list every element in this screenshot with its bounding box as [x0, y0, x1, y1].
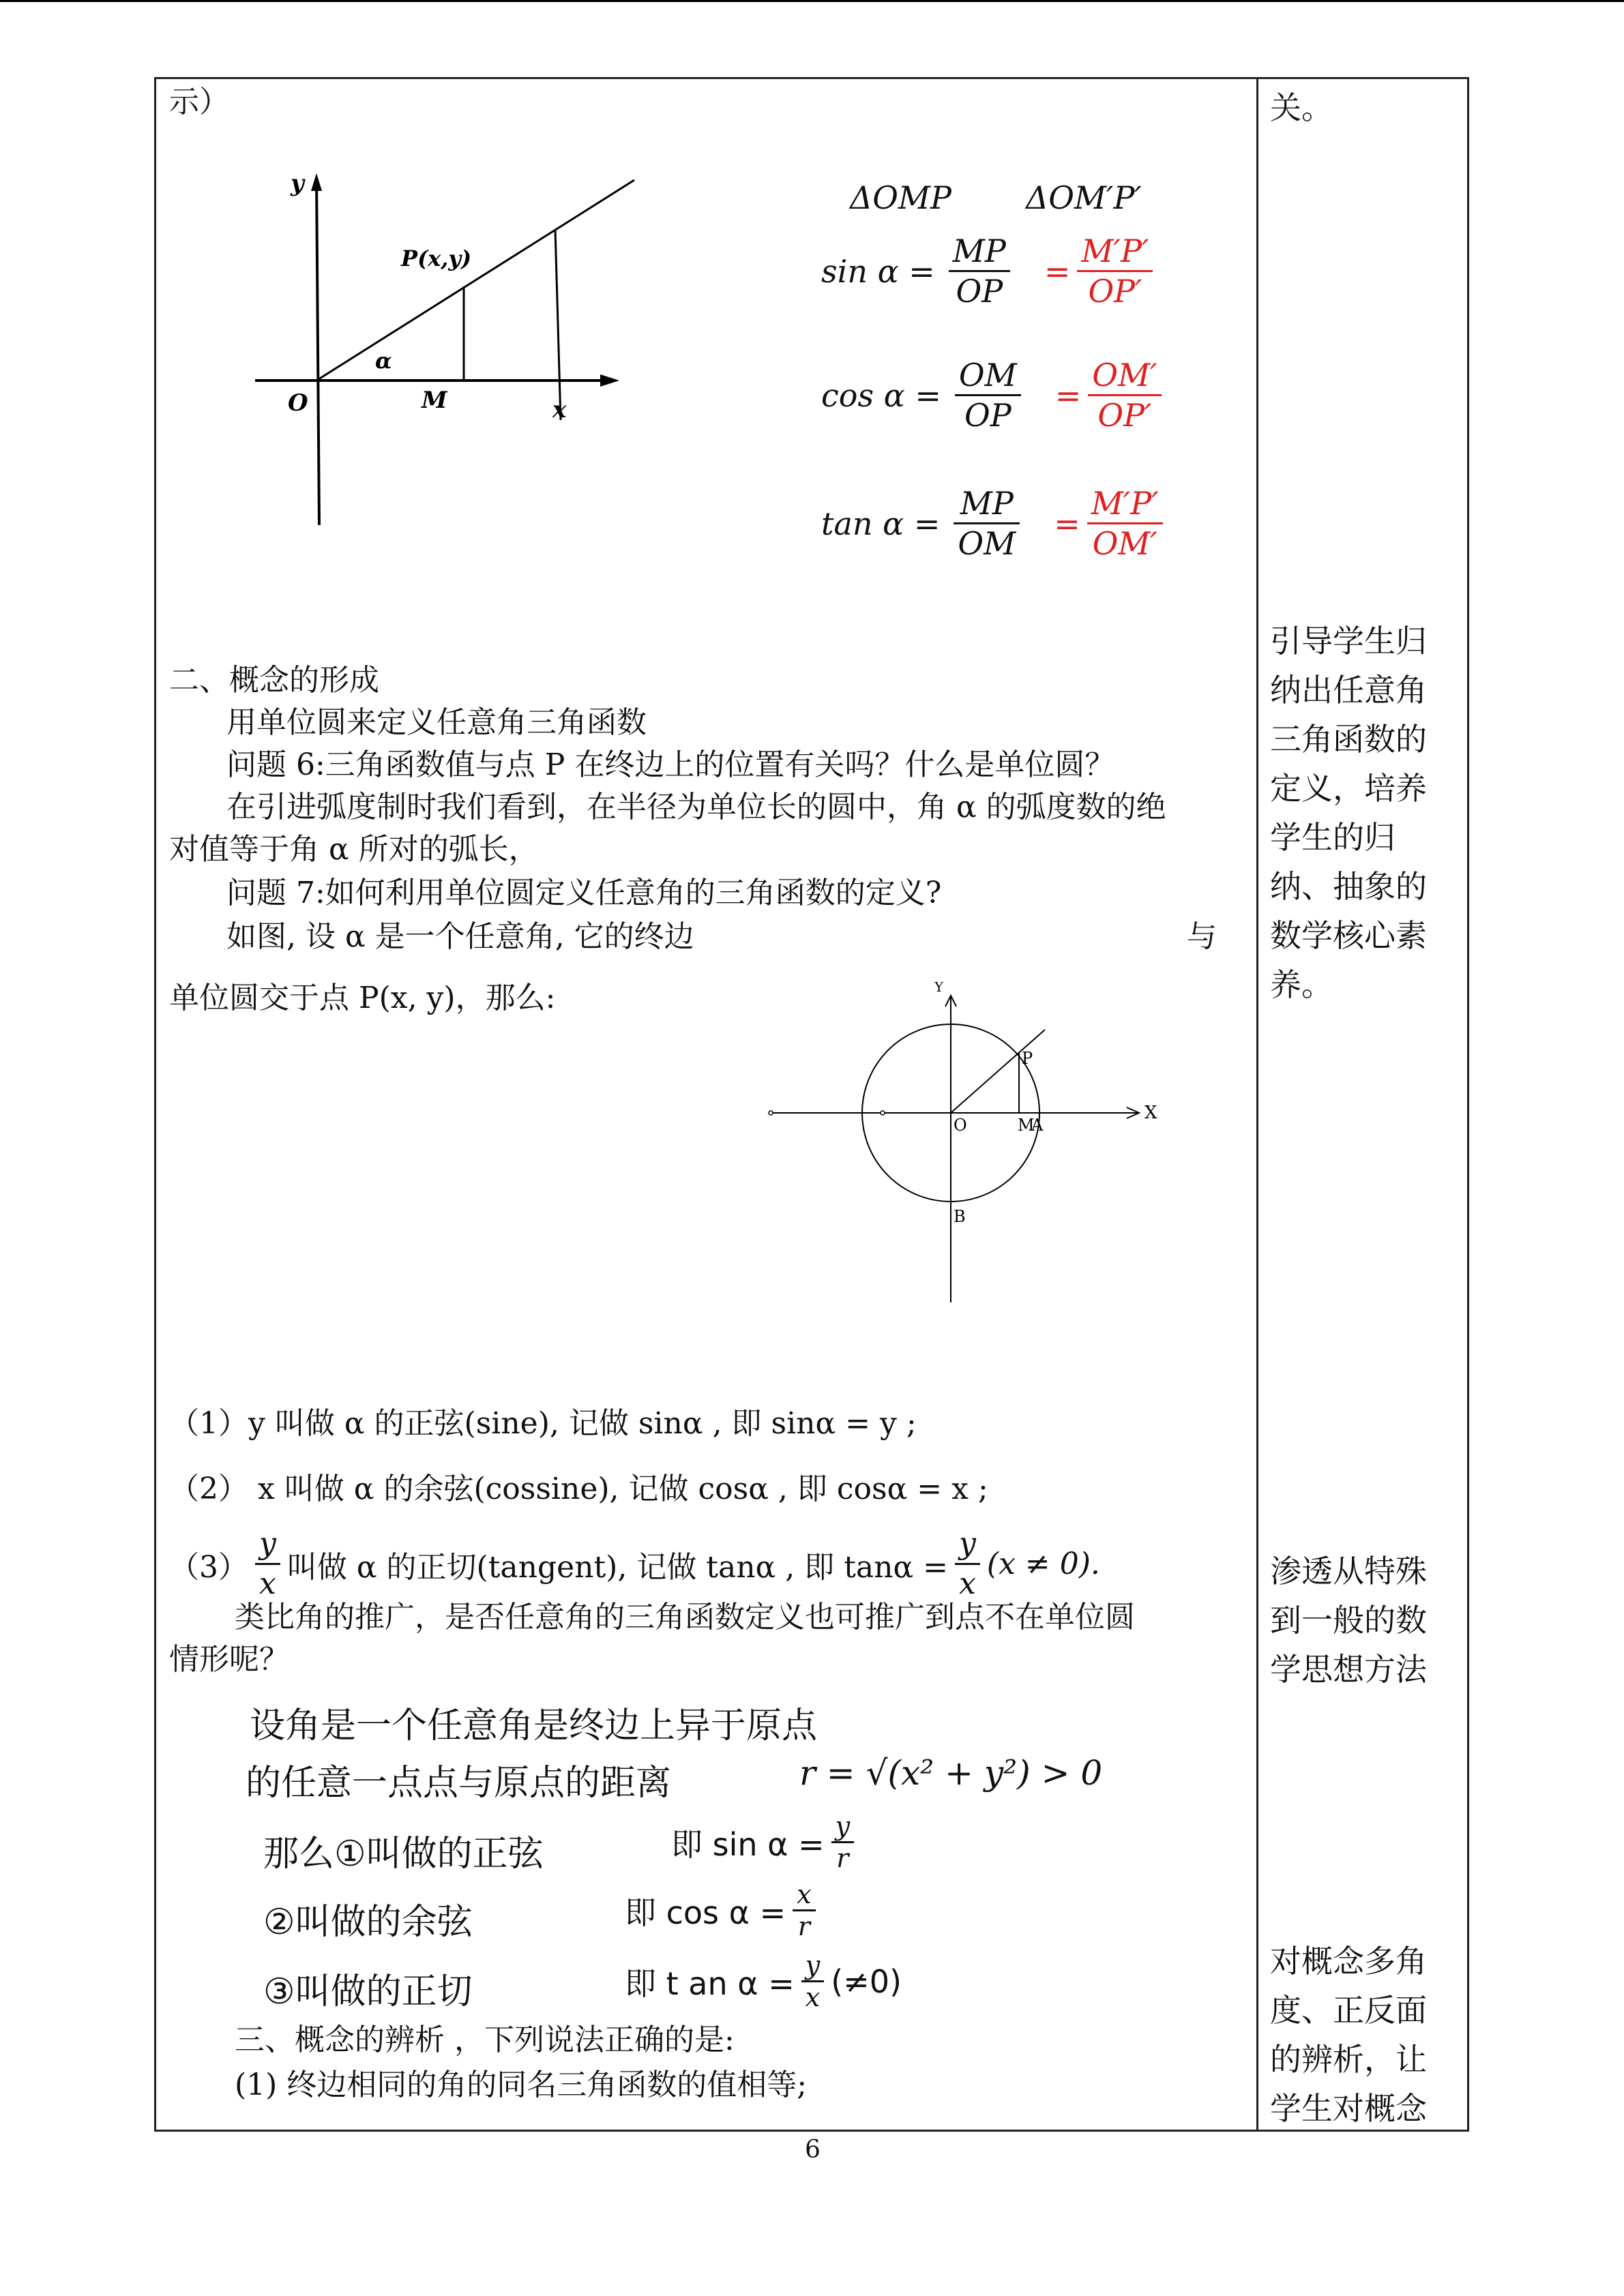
figure1-y-label: y [291, 170, 304, 197]
ratio-tan-den: OM [958, 525, 1016, 562]
figure1-x-label: x [552, 396, 567, 423]
triangle-omp-prime: ΔOM′P′ [1026, 179, 1142, 216]
section-2-title: 二、概念的形成 [169, 663, 379, 698]
r-formula: r = √(x² + y²) > 0 [799, 1753, 1103, 1793]
general-sine-formula: 即 sin α = $\frac{y}{r}$ [671, 1811, 861, 1873]
ratio-tan: tan α = $\frac{MP}{OM}$ = $\frac{M'P'}{OM'}$ [821, 484, 1170, 563]
question-6: 问题 6:三角函数值与点 P 在终边上的位置有关吗？什么是单位圆？ [226, 747, 1115, 782]
side-note-1: 关。 [1270, 89, 1333, 126]
unit-circle-terminal-side [951, 1030, 1045, 1113]
analogy-line-2: 情形呢？ [169, 1642, 289, 1677]
definition-tangent: （3） $\frac{y}{x}$ 叫做 α 的正切(tangent), 记做 tanα , 即 tanα = $\frac{y}{x}$ (x ≠ 0). [169, 1525, 1100, 1603]
ratio-sin-num: MP [949, 232, 1010, 272]
side-note-3: 渗透从特殊到一般的数学思想方法 [1270, 1553, 1427, 1688]
ratio-cos-num2: OM′ [1088, 356, 1161, 396]
terminal-side [316, 180, 634, 381]
ratio-cos: cos α = $\frac{OM}{OP}$ = $\frac{OM'}{OP'}$ [821, 356, 1168, 434]
figure-paragraph-1: 如图, 设 α 是一个任意角, 它的终边 [226, 919, 694, 954]
def3-x2: x [959, 1566, 976, 1601]
unit-circle-figure [764, 982, 1173, 1309]
ratio-cos-den2: OP′ [1097, 397, 1152, 434]
radian-paragraph-2: 对值等于角 α 所对的弧长， [169, 832, 539, 867]
figure2-a-label: A [1031, 1116, 1044, 1135]
general-def-cosine: ②叫做的余弦 [263, 1902, 473, 1943]
figure2-x-label: X [1145, 1103, 1157, 1123]
x-axis-arrow [600, 374, 619, 387]
ratio-sin-fn: sin α = [821, 252, 935, 290]
figure2-p-label: P [1022, 1049, 1033, 1068]
ratio-sin-den2: OP′ [1088, 273, 1142, 310]
continued-text: 示） [169, 85, 229, 119]
ratio-tan-fn: tan α = [821, 505, 941, 542]
y-axis-arrow [311, 173, 322, 191]
side-note-4: 对概念多角度、正反面的辨析，让学生对概念 [1270, 1943, 1427, 2127]
ratio-tan-den2: OM′ [1092, 525, 1157, 562]
ratio-sin-num2: M′P′ [1077, 232, 1153, 272]
definition-cosine: （2） x 叫做 α 的余弦(cossine), 记做 cosα , 即 cosα = x ; [169, 1472, 988, 1506]
definition-sine: （1）y 叫做 α 的正弦(sine), 记做 sinα , 即 sinα = y ; [169, 1406, 917, 1441]
triangle-figure [246, 164, 641, 532]
figure2-m-label: M [1018, 1116, 1035, 1135]
ratio-sin-den: OP [956, 273, 1003, 310]
ratio-cos-den: OP [964, 397, 1012, 434]
ratio-cos-fn: cos α = [821, 376, 941, 414]
general-tangent-formula: 即 t an α = $\frac{y}{x}$ (≠0) [625, 1950, 902, 2012]
ratio-cos-num: OM [955, 356, 1021, 396]
general-def-line-1: 设角是一个任意角是终边上异于原点 [250, 1705, 818, 1746]
figure2-b-label: B [954, 1207, 966, 1226]
general-def-tangent: ③叫做的正切 [263, 1971, 473, 2012]
ratio-sin: sin α = $\frac{MP}{OP}$ = $\frac{M'P'}{OP'}$ [821, 232, 1160, 310]
figure1-alpha-label: α [375, 348, 392, 374]
general-cosine-formula: 即 cos α = $\frac{x}{r}$ [625, 1879, 823, 1941]
question-7: 问题 7:如何利用单位圆定义任意角的三角函数的定义? [226, 876, 942, 910]
general-def-sine: 那么①叫做的正弦 [263, 1834, 544, 1875]
figure-paragraph-1-tail: 与 [1187, 919, 1217, 954]
general-def-line-2: 的任意一点点与原点的距离 [246, 1763, 672, 1804]
segment-mp-prime [555, 229, 561, 420]
figure-paragraph-2: 单位圆交于点 P(x, y)，那么: [169, 981, 556, 1015]
column-divider [1256, 77, 1258, 2132]
figure2-y-label: Y [934, 982, 944, 995]
side-note-2: 引导学生归纳出任意角三角函数的定义，培养学生的归纳、抽象的数学核心素养。 [1270, 623, 1427, 1003]
figure1-p-label: P(x,y) [401, 245, 472, 271]
analogy-line-1: 类比角的推广，是否任意角的三角函数定义也可推广到点不在单位圆 [235, 1600, 1135, 1635]
top-rule [0, 0, 1624, 2]
radian-paragraph-1: 在引进弧度制时我们看到，在半径为单位长的圆中，角 α 的弧度数的绝 [226, 790, 1166, 824]
figure2-o-label: O [954, 1116, 967, 1135]
triangle-omp: ΔOMP [850, 179, 951, 216]
y-axis [316, 177, 319, 525]
unit-circle-intro: 用单位圆来定义任意角三角函数 [226, 705, 647, 740]
def3-y: y [255, 1525, 280, 1565]
ratio-tan-num2: M′P′ [1087, 484, 1163, 524]
figure1-m-label: M [422, 387, 447, 414]
def3-y2: y [955, 1525, 980, 1565]
section-3-item-1: (1) 终边相同的角的同名三角函数的值相等; [235, 2068, 808, 2102]
section-3-title: 三、概念的辨析 ，下列说法正确的是: [235, 2023, 735, 2057]
figure1-o-label: O [288, 389, 308, 417]
page-number: 6 [805, 2136, 821, 2164]
def3-x: x [259, 1566, 276, 1601]
ratio-tan-num: MP [954, 484, 1020, 524]
